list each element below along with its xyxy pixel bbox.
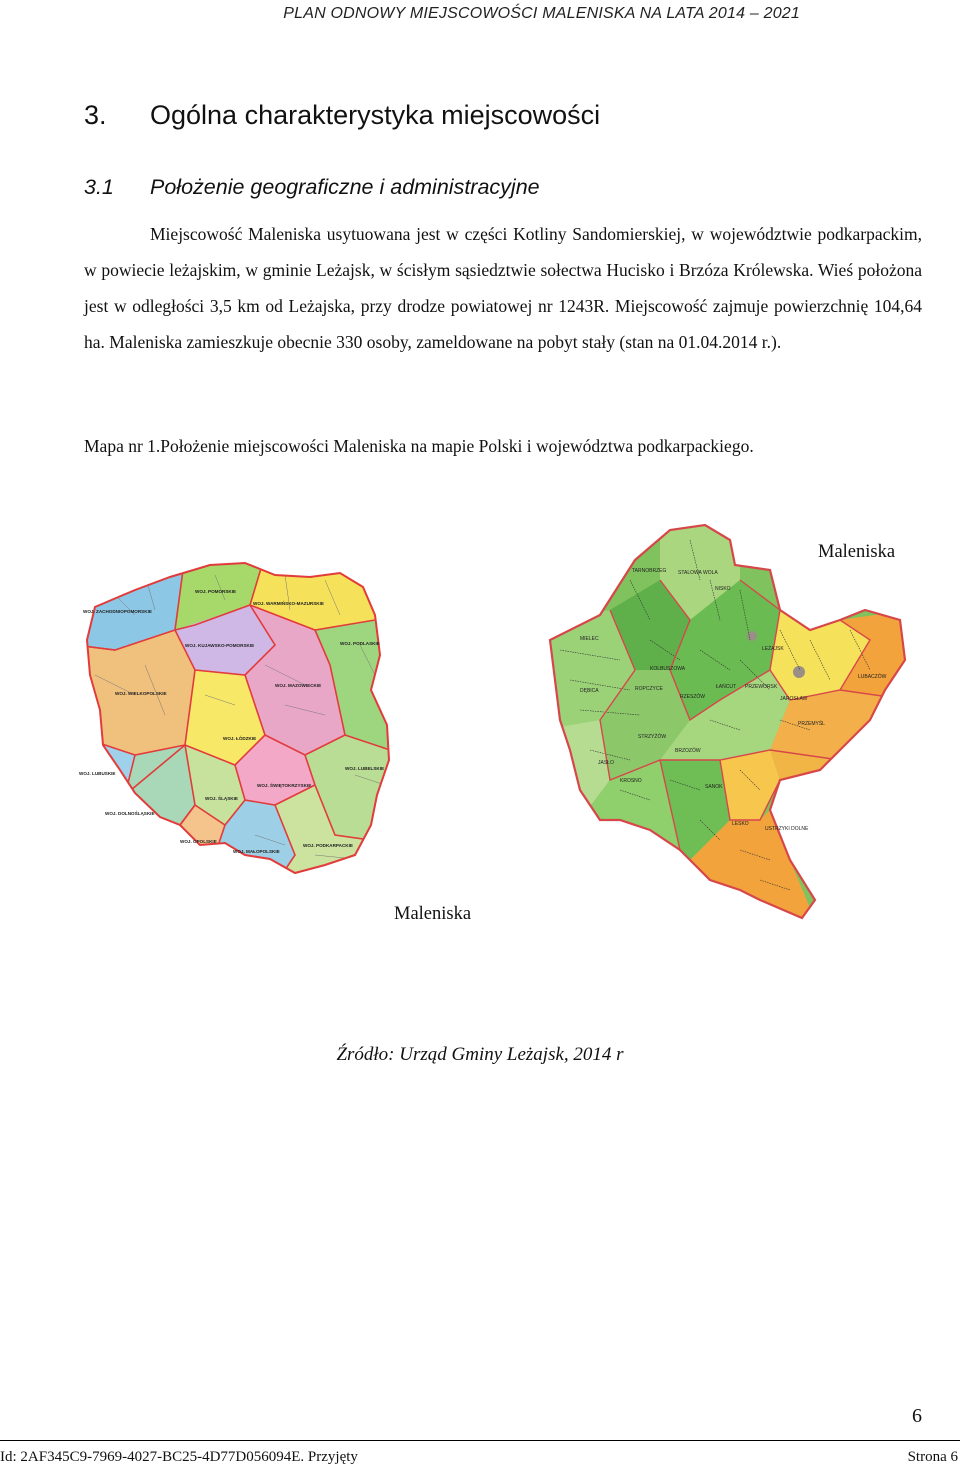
label-malopolskie: WOJ. MAŁOPOLSKIE bbox=[233, 849, 280, 854]
town-lezajsk: LEŻAJSK bbox=[762, 646, 784, 652]
running-header: PLAN ODNOWY MIEJSCOWOŚCI MALENISKA NA LATA 2014 – 2021 bbox=[283, 5, 800, 22]
town-lubaczow: LUBACZÓW bbox=[858, 674, 887, 680]
label-lubuskie: WOJ. LUBUSKIE bbox=[79, 771, 116, 776]
footer-page: Strona 6 bbox=[907, 1449, 958, 1465]
subsection-title: Położenie geograficzne i administracyjne bbox=[150, 175, 540, 199]
label-swietokrzyskie: WOJ. ŚWIĘTOKRZYSKIE bbox=[257, 783, 312, 788]
town-kolbuszowa: KOLBUSZOWA bbox=[650, 666, 686, 672]
label-warminsko-mazurskie: WOJ. WARMIŃSKO-MAZURSKIE bbox=[253, 601, 324, 606]
town-brzozow: BRZOZÓW bbox=[675, 748, 701, 754]
section-title: Ogólna charakterystyka miejscowości bbox=[150, 100, 601, 130]
source-note: Źródło: Urząd Gminy Leżajsk, 2014 r bbox=[336, 1044, 624, 1065]
subsection-number: 3.1 bbox=[84, 175, 114, 199]
town-sanok: SANOK bbox=[705, 784, 723, 790]
footer-rule bbox=[0, 1440, 960, 1441]
town-jaroslaw: JAROSŁAW bbox=[780, 696, 808, 702]
town-lancut: ŁAŃCUT bbox=[716, 684, 737, 690]
poland-map bbox=[75, 555, 405, 885]
town-debica: DĘBICA bbox=[580, 688, 599, 694]
label-lubelskie: WOJ. LUBELSKIE bbox=[345, 766, 385, 771]
label-slaskie: WOJ. ŚLĄSKIE bbox=[205, 796, 238, 801]
town-stalowa-wola: STALOWA WOLA bbox=[678, 570, 718, 576]
town-przeworsk: PRZEWORSK bbox=[745, 684, 778, 690]
body-paragraph: Miejscowość Maleniska usytuowana jest w części Kotliny Sandomierskiej, w województwie podkarpackim, w powiecie leżajskim, w gminie Leżajsk, w ścisłym sąsiedztwie sołectwa Hucisko i Brzóza Królewska. Wieś położona jest w odległości 3,5 km od Leżajska, przy drodze powiatowej nr 1243R. Miejscowość zajmuje powierzchnię 104,64 ha. Maleniska zamieszkuje obecnie 330 osoby, zameldowane na pobyt stały (stan na 01.04.2014 r.). bbox=[84, 224, 922, 352]
map-label-right: Maleniska bbox=[818, 542, 896, 562]
town-mielec: MIELEC bbox=[580, 636, 599, 642]
podkarpackie-map bbox=[540, 520, 910, 920]
subsection-heading bbox=[84, 175, 540, 200]
label-pomorskie: WOJ. POMORSKIE bbox=[195, 589, 237, 594]
section-heading bbox=[84, 100, 600, 131]
label-zachodniopomorskie: WOJ. ZACHODNIOPOMORSKIE bbox=[83, 609, 152, 614]
page-number: 6 bbox=[912, 1405, 922, 1427]
town-tarnobrzeg: TARNOBRZEG bbox=[632, 568, 667, 574]
region-dolnoslaskie bbox=[75, 745, 195, 845]
label-kujawsko-pomorskie: WOJ. KUJAWSKO-POMORSKIE bbox=[185, 643, 255, 648]
label-podlaskie: WOJ. PODLASKIE bbox=[340, 641, 380, 646]
maleniska-location-marker bbox=[793, 666, 805, 678]
town-ropczyce: ROPCZYCE bbox=[635, 686, 663, 692]
town-przemysl: PRZEMYŚL bbox=[798, 721, 825, 727]
town-strzyzow: STRZYŻÓW bbox=[638, 734, 667, 740]
label-dolnoslaskie: WOJ. DOLNOŚLĄSKIE bbox=[105, 811, 155, 816]
footer-id: Id: 2AF345C9-7969-4027-BC25-4D77D056094E. Przyjęty bbox=[0, 1449, 358, 1465]
figure-caption: Mapa nr 1.Położenie miejscowości Maleniska na mapie Polski i województwa podkarpackiego. bbox=[84, 436, 754, 456]
label-opolskie: WOJ. OPOLSKIE bbox=[180, 839, 217, 844]
label-mazowieckie: WOJ. MAZOWIECKIE bbox=[275, 683, 322, 688]
map-label-left: Maleniska bbox=[394, 904, 472, 924]
label-lodzkie: WOJ. ŁÓDZKIE bbox=[223, 736, 257, 741]
town-nisko: NISKO bbox=[715, 586, 731, 592]
town-ustrzyki-dolne: USTRZYKI DOLNE bbox=[765, 826, 809, 832]
town-krosno: KROSNO bbox=[620, 778, 642, 784]
label-podkarpackie: WOJ. PODKARPACKIE bbox=[303, 843, 353, 848]
town-rzeszow: RZESZÓW bbox=[680, 694, 705, 700]
section-number: 3. bbox=[84, 100, 107, 130]
town-lesko: LESKO bbox=[732, 821, 749, 827]
town-jaslo: JASŁO bbox=[598, 760, 614, 766]
label-wielkopolskie: WOJ. WIELKOPOLSKIE bbox=[115, 691, 167, 696]
